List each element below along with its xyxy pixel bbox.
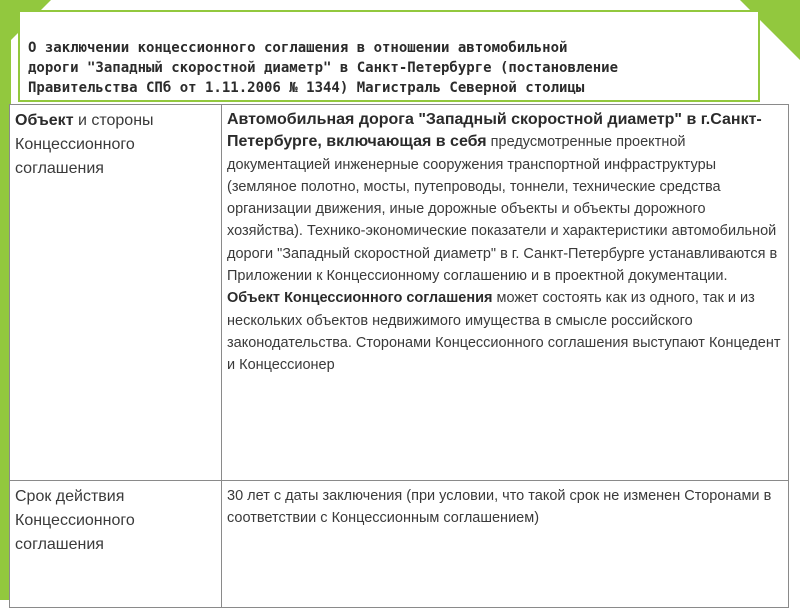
object-composition-bold: Объект Концессионного соглашения [227,290,493,307]
object-description-text: предусмотренные проектной документацией инженерные сооружения транспортной инфраструктуры (земляное полотно, мосты, путепроводы, тоннели, технические средства организации движения, иные дорожные объекты и объекты дорожного хозяйства). Технико-экономические показатели и характеристики автомобильной дороги "Западный скоростной диаметр" в г. Санкт-Петербурге устанавливаются в Приложении к Концессионному соглашению и в проектной документации. [227,134,778,285]
slide-title: О заключении концессионного соглашения в отношении автомобильной дороги "Западный скоростной диаметр" в Санкт-Петербурге (постановление Правительства СПб от 1.11.2006 № 1344) Магистраль Северной столицы [28,40,619,96]
table-cell-object-label [10,105,222,481]
object-label-bold: Объект [15,112,74,129]
concession-table [9,104,789,608]
object-label-rest: и стороны Концессионного соглашения [15,112,154,177]
table-cell-object-description [222,105,789,481]
object-description-bold: Автомобильная дорога "Западный скоростной диаметр" в г.Санкт-Петербурге, включающая в себя [227,111,762,151]
object-composition-text: может состоять как из одного, так и из нескольких объектов недвижимого имущества в смысле российского законодательства. Сторонами Концессионного соглашения выступают Концедент и Концессионер [227,290,781,374]
table-cell-term-label: Срок действия Концессионного соглашения [10,481,222,608]
table-row [10,481,789,608]
table-cell-term-value: 30 лет с даты заключения (при условии, что такой срок не изменен Сторонами в соответствии с Концессионным соглашением) [222,481,789,608]
table-row [10,105,789,481]
